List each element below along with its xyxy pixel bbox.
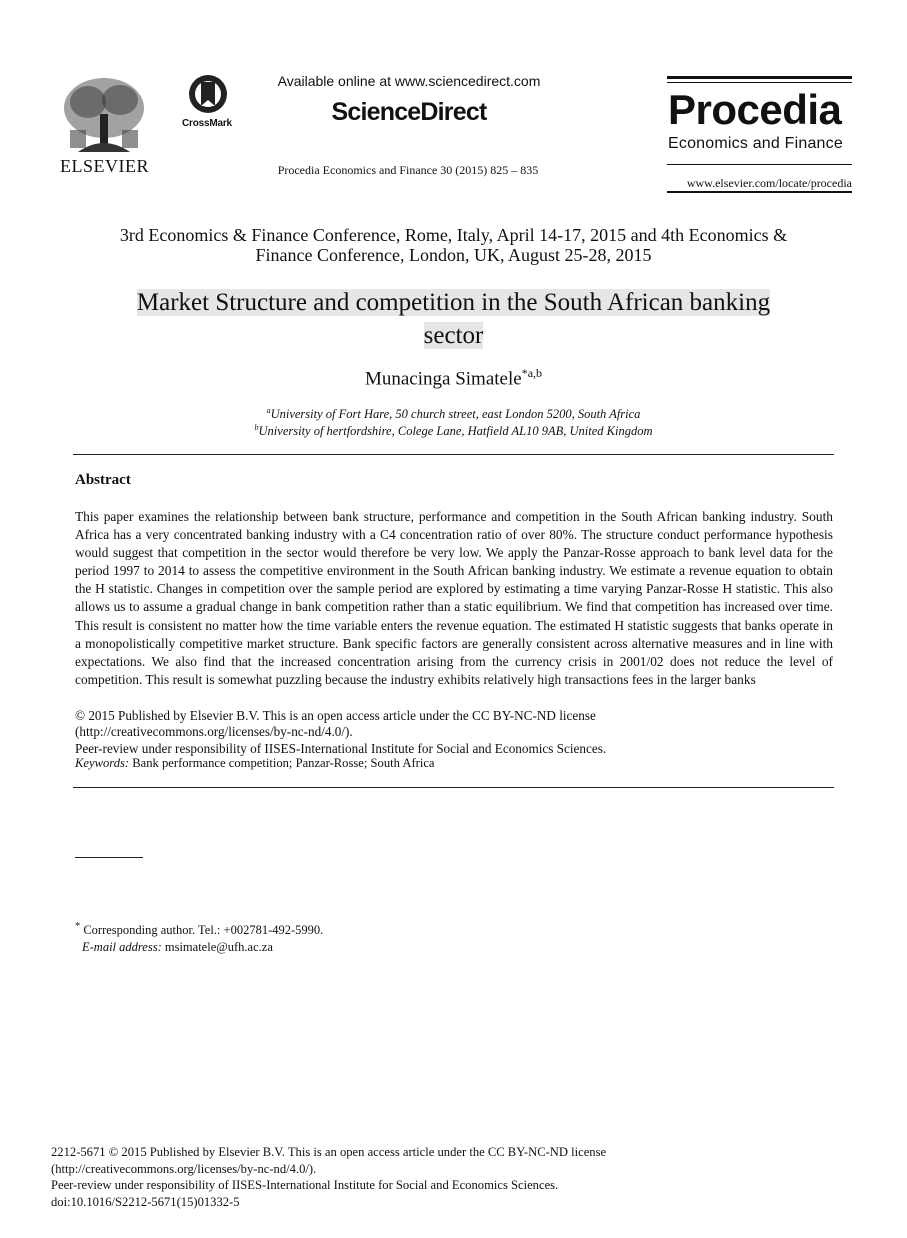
corresponding-author-note xyxy=(75,921,323,938)
footer-notice xyxy=(51,1144,851,1210)
logo-rule xyxy=(667,76,852,79)
abstract-top-rule xyxy=(73,454,834,455)
paper-title xyxy=(60,286,847,352)
footer-line: Peer-review under responsibility of IISES-International Institute for Social and Economics Sciences. xyxy=(51,1178,559,1192)
logo-rule xyxy=(667,164,852,165)
affiliation-a xyxy=(60,406,847,422)
title-line: sector xyxy=(423,322,484,349)
doi-link[interactable]: doi:10.1016/S2212-5671(15)01332-5 xyxy=(51,1194,240,1209)
affiliation-text: University of Fort Hare, 50 church street, east London 5200, South Africa xyxy=(270,407,641,422)
logo-rule xyxy=(667,82,852,83)
license-line: © 2015 Published by Elsevier B.V. This is an open access article under the CC BY-NC-ND license xyxy=(75,708,596,723)
author-line xyxy=(60,366,847,390)
affiliation-mark: a xyxy=(266,406,271,415)
affiliation-b xyxy=(60,423,847,439)
affiliation-text: University of hertfordshire, Colege Lane, Hatfield AL10 9AB, United Kingdom xyxy=(258,424,653,439)
corresponding-text: Corresponding author. Tel.: +002781-492-5990. xyxy=(80,923,324,938)
conference-info xyxy=(60,225,847,265)
conference-line: Finance Conference, London, UK, August 25-28, 2015 xyxy=(255,245,652,265)
conference-line: 3rd Economics & Finance Conference, Rome, Italy, April 14-17, 2015 and 4th Economics & xyxy=(119,225,788,245)
footnote-rule xyxy=(75,857,143,858)
footer-line: 2212-5671 © 2015 Published by Elsevier B.V. This is an open access article under the CC BY-NC-ND license xyxy=(51,1145,607,1159)
email-note xyxy=(82,940,273,955)
available-online-text: Available online at www.sciencedirect.com xyxy=(277,73,541,89)
footnote-mark: * xyxy=(75,921,81,932)
affiliation-mark: b xyxy=(254,423,259,432)
footer-license-link[interactable]: (http://creativecommons.org/licenses/by-nc-nd/4.0/). xyxy=(51,1161,317,1176)
peer-review-notice: Peer-review under responsibility of IISES-International Institute for Social and Economics Sciences. xyxy=(75,741,607,756)
logo-rule xyxy=(667,191,852,193)
sciencedirect-logo[interactable]: ScienceDirect xyxy=(331,98,487,126)
email-label: E-mail address: xyxy=(82,940,162,954)
journal-url-link[interactable]: www.elsevier.com/locate/procedia xyxy=(686,176,852,190)
author-marks: *a,b xyxy=(521,366,543,380)
crossmark-label: CrossMark xyxy=(182,118,232,129)
license-notice xyxy=(75,708,833,740)
journal-logo-title: Procedia xyxy=(668,86,842,133)
abstract-text: This paper examines the relationship between bank structure, performance and competition in the South African banking industry. South Africa has a very concentrated banking industry with a C4 concentration ratio of over 80%. The structure conduct performance hypothesis would suggest that competition in the sector would therefore be very low. We apply the Panzar-Rosse approach to bank level data for the period 1997 to 2014 to assess the competitive environment in the South African banking industry. We estimate a revenue equation to obtain the H statistic. Changes in competition over the sample period are explored by estimating a time varying Panzar-Rosse H statistic. This also allows us to assume a gradual change in bank competition rather than a static equilibrium. We find that competition has increased over time. This result is consistent no matter how the time variable enters the revenue equation. The estimated H statistic suggests that banks operate in a monopolistically competitive market structure. Bank specific factors are generally consistent across alternative measures and in line with expectations. We also find that the increased concentration arising from the currency crisis in 2001/02 does not reduce the level of competition. This result is somewhat puzzling because the industry exhibits relatively high transactions fees in the larger banks xyxy=(75,509,833,687)
keywords-label: Keywords: xyxy=(75,756,130,770)
keywords xyxy=(75,756,833,771)
title-line: Market Structure and competition in the South African banking xyxy=(136,289,771,316)
journal-logo-subtitle: Economics and Finance xyxy=(668,135,843,152)
publisher-name: ELSEVIER xyxy=(60,156,149,176)
keywords-list: Bank performance competition; Panzar-Rosse; South Africa xyxy=(129,756,435,770)
abstract-heading: Abstract xyxy=(75,472,131,488)
journal-reference: Procedia Economics and Finance 30 (2015) 825 – 835 xyxy=(277,163,539,177)
email-address[interactable]: msimatele@ufh.ac.za xyxy=(161,940,273,954)
license-link[interactable]: (http://creativecommons.org/licenses/by-nc-nd/4.0/). xyxy=(75,724,353,739)
author-name: Munacinga Simatele xyxy=(364,368,522,390)
abstract-bottom-rule xyxy=(73,787,834,788)
